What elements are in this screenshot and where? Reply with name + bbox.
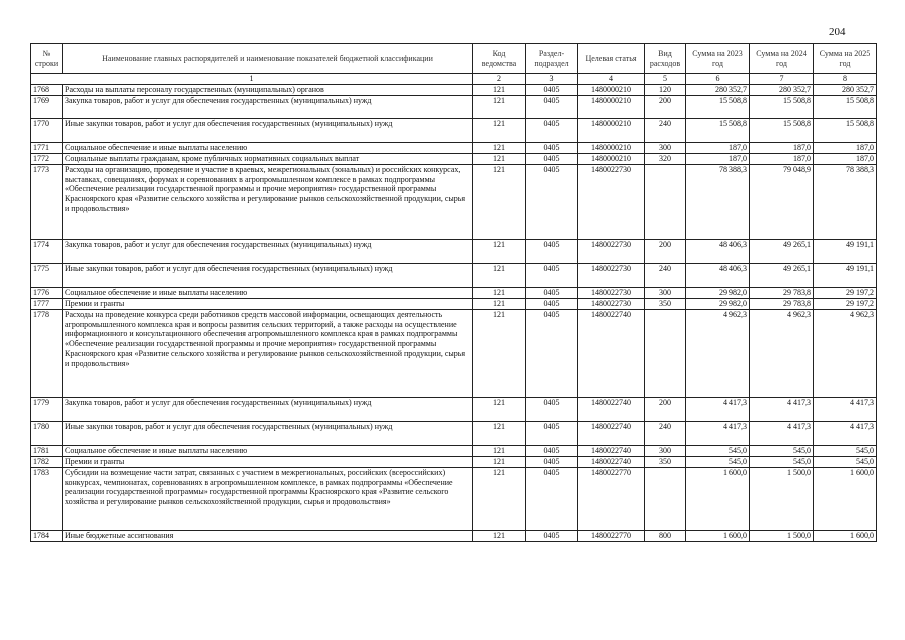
row-sum-2023: 15 508,8 [686,118,750,142]
row-section: 0405 [526,142,578,153]
row-dept-code: 121 [473,287,526,298]
table-row [31,530,877,541]
row-sum-2024: 79 048,9 [750,164,814,239]
row-sum-2025: 545,0 [814,445,877,456]
row-sum-2025: 29 197,2 [814,287,877,298]
row-sum-2023: 545,0 [686,456,750,467]
row-expense-type: 300 [645,142,686,153]
row-number: 1770 [31,118,63,142]
table-row [31,467,877,530]
row-sum-2023: 29 982,0 [686,298,750,309]
column-number-row [31,74,877,85]
row-number: 1768 [31,84,63,95]
row-dept-code: 121 [473,309,526,397]
row-sum-2023: 1 600,0 [686,467,750,530]
row-expense-type: 200 [645,95,686,118]
header-sum-2024: Сумма на 2024 год [750,44,814,74]
row-section: 0405 [526,84,578,95]
row-sum-2023: 545,0 [686,445,750,456]
row-dept-code: 121 [473,456,526,467]
row-dept-code: 121 [473,530,526,541]
row-number: 1782 [31,456,63,467]
header-sum-2025: Сумма на 2025 год [814,44,877,74]
row-sum-2024: 280 352,7 [750,84,814,95]
row-number: 1778 [31,309,63,397]
column-number: 6 [686,74,750,85]
row-section: 0405 [526,467,578,530]
row-target: 1480022730 [578,298,645,309]
row-sum-2025: 187,0 [814,153,877,164]
row-sum-2024: 545,0 [750,445,814,456]
row-target: 1480022740 [578,421,645,445]
row-dept-code: 121 [473,118,526,142]
row-sum-2024: 4 417,3 [750,421,814,445]
row-sum-2023: 4 417,3 [686,421,750,445]
header-target: Целевая статья [578,44,645,74]
header-section: Раздел-подраздел [526,44,578,74]
row-name: Социальные выплаты гражданам, кроме публичных нормативных социальных выплат [63,153,473,164]
column-number: 8 [814,74,877,85]
row-section: 0405 [526,397,578,421]
row-name: Иные закупки товаров, работ и услуг для обеспечения государственных (муниципальных) нужд [63,263,473,287]
table-row [31,239,877,263]
row-sum-2023: 4 962,3 [686,309,750,397]
row-target: 1480022770 [578,530,645,541]
row-name: Социальное обеспечение и иные выплаты населению [63,142,473,153]
row-section: 0405 [526,309,578,397]
row-target: 1480022730 [578,164,645,239]
row-target: 1480022730 [578,287,645,298]
row-sum-2025: 187,0 [814,142,877,153]
row-number: 1771 [31,142,63,153]
row-sum-2023: 48 406,3 [686,263,750,287]
row-sum-2024: 187,0 [750,153,814,164]
row-section: 0405 [526,445,578,456]
row-name: Иные закупки товаров, работ и услуг для обеспечения государственных (муниципальных) нужд [63,421,473,445]
row-sum-2024: 49 265,1 [750,239,814,263]
row-number: 1773 [31,164,63,239]
row-expense-type: 320 [645,153,686,164]
table-row [31,309,877,397]
row-target: 1480022740 [578,456,645,467]
row-dept-code: 121 [473,84,526,95]
row-expense-type: 120 [645,84,686,95]
row-number: 1781 [31,445,63,456]
row-sum-2025: 49 191,1 [814,239,877,263]
row-name: Расходы на выплаты персоналу государственных (муниципальных) органов [63,84,473,95]
row-target: 1480022740 [578,397,645,421]
row-expense-type [645,164,686,239]
row-target: 1480000210 [578,153,645,164]
header-row [31,44,877,74]
row-name: Субсидии на возмещение части затрат, связанных с участием в межрегиональных, российских (всероссийских) конкурсах, чемпионатах, соревнованиях в агропромышленном комплексе, в рамках подпрограммы «Обеспечение реализации государственной программы» государственной программы Красноярского края «Развитие сельского хозяйства и регулирование рынков сельскохозяйственной продукции, сырья и продовольствия» [63,467,473,530]
row-sum-2023: 78 388,3 [686,164,750,239]
row-sum-2024: 1 500,0 [750,530,814,541]
row-number: 1774 [31,239,63,263]
row-number: 1777 [31,298,63,309]
table-row [31,118,877,142]
row-sum-2025: 4 962,3 [814,309,877,397]
row-sum-2024: 29 783,8 [750,298,814,309]
table-row [31,287,877,298]
row-dept-code: 121 [473,397,526,421]
row-target: 1480022730 [578,239,645,263]
header-row-no: № строки [31,44,63,74]
table-row [31,397,877,421]
table-row [31,95,877,118]
row-sum-2025: 78 388,3 [814,164,877,239]
row-target: 1480022740 [578,445,645,456]
row-expense-type [645,309,686,397]
row-name: Иные бюджетные ассигнования [63,530,473,541]
row-expense-type: 350 [645,298,686,309]
row-sum-2024: 545,0 [750,456,814,467]
row-expense-type: 350 [645,456,686,467]
row-name: Расходы на организацию, проведение и участие в краевых, межрегиональных (зональных) и российских конкурсах, выставках, совещаниях, форумах и соревнованиях в агропромышленном комплексе в рамках подпрограммы «Обеспечение реализации государственной программы и прочие мероприятия» государственной программы Красноярского края «Развитие сельского хозяйства и регулирование рынков сельскохозяйственной продукции, сырья и продовольствия» [63,164,473,239]
row-dept-code: 121 [473,467,526,530]
table-row [31,445,877,456]
row-dept-code: 121 [473,263,526,287]
row-expense-type [645,467,686,530]
row-sum-2024: 49 265,1 [750,263,814,287]
row-sum-2023: 1 600,0 [686,530,750,541]
row-number: 1780 [31,421,63,445]
row-name: Премии и гранты [63,456,473,467]
row-sum-2023: 48 406,3 [686,239,750,263]
row-name: Премии и гранты [63,298,473,309]
row-dept-code: 121 [473,298,526,309]
row-section: 0405 [526,287,578,298]
row-sum-2024: 1 500,0 [750,467,814,530]
row-sum-2023: 280 352,7 [686,84,750,95]
row-name: Закупка товаров, работ и услуг для обеспечения государственных (муниципальных) нужд [63,239,473,263]
table-body [31,84,877,541]
column-number: 4 [578,74,645,85]
table-row [31,142,877,153]
row-number: 1769 [31,95,63,118]
row-target: 1480000210 [578,118,645,142]
row-section: 0405 [526,239,578,263]
column-number: 2 [473,74,526,85]
page-number: 204 [829,26,846,38]
row-name: Иные закупки товаров, работ и услуг для обеспечения государственных (муниципальных) нужд [63,118,473,142]
row-sum-2024: 29 783,8 [750,287,814,298]
table-row [31,456,877,467]
row-dept-code: 121 [473,421,526,445]
row-name: Закупка товаров, работ и услуг для обеспечения государственных (муниципальных) нужд [63,397,473,421]
row-sum-2024: 4 417,3 [750,397,814,421]
table-row [31,263,877,287]
row-sum-2025: 1 600,0 [814,530,877,541]
row-dept-code: 121 [473,142,526,153]
column-number: 7 [750,74,814,85]
row-sum-2024: 15 508,8 [750,118,814,142]
header-sum-2023: Сумма на 2023 год [686,44,750,74]
row-target: 1480022740 [578,309,645,397]
row-sum-2023: 187,0 [686,153,750,164]
row-sum-2023: 15 508,8 [686,95,750,118]
row-section: 0405 [526,421,578,445]
row-dept-code: 121 [473,445,526,456]
row-sum-2025: 280 352,7 [814,84,877,95]
row-expense-type: 240 [645,263,686,287]
row-dept-code: 121 [473,239,526,263]
row-name: Расходы на проведение конкурса среди работников средств массовой информации, освещающих деятельность агропромышленного комплекса края и вопросы развития сельских территорий, а также расходы на осуществление информационного и консультационного обеспечения агропромышленного комплекса края в рамках подпрограммы «Обеспечение реализации государственной программы и прочие мероприятия» государственной программы Красноярского края «Развитие сельского хозяйства и регулирование рынков сельскохозяйственной продукции, сырья и продовольствия» [63,309,473,397]
column-number: 1 [31,74,473,85]
row-dept-code: 121 [473,153,526,164]
row-expense-type: 300 [645,445,686,456]
row-sum-2025: 4 417,3 [814,397,877,421]
row-section: 0405 [526,530,578,541]
row-sum-2024: 187,0 [750,142,814,153]
row-name: Социальное обеспечение и иные выплаты населению [63,445,473,456]
row-sum-2024: 4 962,3 [750,309,814,397]
row-sum-2025: 15 508,8 [814,118,877,142]
row-sum-2025: 545,0 [814,456,877,467]
column-number: 5 [645,74,686,85]
row-target: 1480000210 [578,84,645,95]
row-section: 0405 [526,118,578,142]
row-sum-2024: 15 508,8 [750,95,814,118]
row-section: 0405 [526,263,578,287]
row-number: 1779 [31,397,63,421]
row-number: 1775 [31,263,63,287]
row-section: 0405 [526,153,578,164]
row-expense-type: 300 [645,287,686,298]
row-sum-2025: 15 508,8 [814,95,877,118]
row-number: 1784 [31,530,63,541]
row-target: 1480022770 [578,467,645,530]
row-expense-type: 200 [645,239,686,263]
table-row [31,84,877,95]
row-section: 0405 [526,456,578,467]
row-sum-2025: 4 417,3 [814,421,877,445]
header-expense-type: Вид расходов [645,44,686,74]
row-number: 1776 [31,287,63,298]
table-row [31,153,877,164]
row-number: 1772 [31,153,63,164]
row-section: 0405 [526,164,578,239]
row-sum-2023: 29 982,0 [686,287,750,298]
row-dept-code: 121 [473,164,526,239]
table-row [31,298,877,309]
row-sum-2025: 49 191,1 [814,263,877,287]
row-sum-2025: 29 197,2 [814,298,877,309]
column-number: 3 [526,74,578,85]
row-target: 1480000210 [578,95,645,118]
table-row [31,164,877,239]
header-dept-code: Код ведомства [473,44,526,74]
row-sum-2023: 187,0 [686,142,750,153]
row-target: 1480000210 [578,142,645,153]
row-expense-type: 240 [645,118,686,142]
row-name: Закупка товаров, работ и услуг для обеспечения государственных (муниципальных) нужд [63,95,473,118]
row-expense-type: 240 [645,421,686,445]
row-sum-2025: 1 600,0 [814,467,877,530]
row-expense-type: 800 [645,530,686,541]
table-row [31,421,877,445]
row-name: Социальное обеспечение и иные выплаты населению [63,287,473,298]
row-number: 1783 [31,467,63,530]
row-dept-code: 121 [473,95,526,118]
row-section: 0405 [526,298,578,309]
row-sum-2023: 4 417,3 [686,397,750,421]
budget-table [30,43,877,542]
header-name: Наименование главных распорядителей и наименование показателей бюджетной классификации [63,44,473,74]
row-target: 1480022730 [578,263,645,287]
row-expense-type: 200 [645,397,686,421]
row-section: 0405 [526,95,578,118]
